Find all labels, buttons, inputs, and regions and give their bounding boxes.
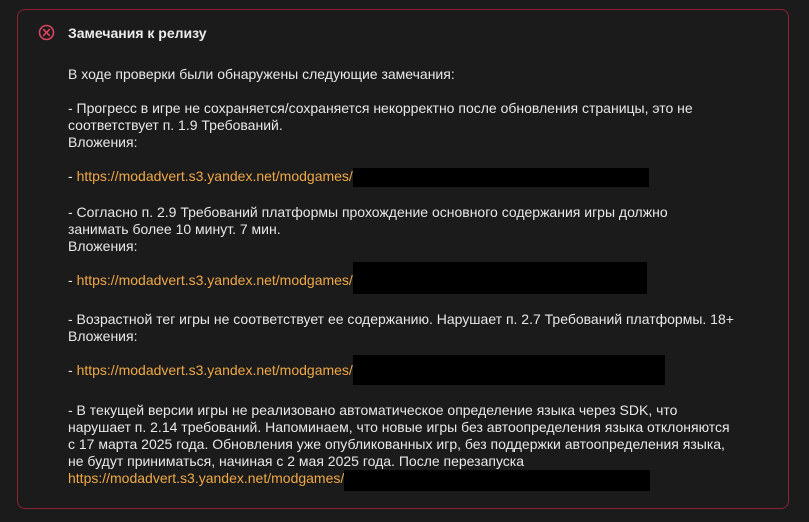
attachment-link[interactable]: https://modadvert.s3.yandex.net/modgames/: [76, 362, 353, 378]
redacted-block: [353, 168, 649, 187]
attachment-prefix: -: [68, 168, 77, 184]
attachment-row: [68, 470, 768, 491]
issue-text: - Возрастной тег игры не соответствует ее содержанию. Нарушает п. 2.7 Требований платформы. 18+: [68, 311, 734, 327]
attachment-row: [68, 272, 768, 294]
intro-text: В ходе проверки были обнаружены следующие замечания:: [68, 66, 455, 82]
attachment-prefix: -: [68, 272, 77, 288]
attachment-link[interactable]: https://modadvert.s3.yandex.net/modgames/: [76, 168, 353, 184]
attachments-label: Вложения:: [68, 134, 138, 150]
attachment-prefix: -: [68, 362, 77, 378]
issue-text: - Согласно п. 2.9 Требований платформы прохождение основного содержания игры должно занимать более 10 минут. 7 мин.: [68, 204, 668, 237]
attachments-label: Вложения:: [68, 238, 138, 254]
attachment-row: [68, 362, 768, 385]
release-remarks-panel: [17, 9, 789, 509]
attachment-link[interactable]: https://modadvert.s3.yandex.net/modgames/: [76, 272, 353, 288]
panel-header: [38, 24, 207, 41]
attachments-label: Вложения:: [68, 328, 138, 344]
attachment-link[interactable]: https://modadvert.s3.yandex.net/modgames/: [68, 470, 345, 486]
attachment-row: [68, 168, 768, 187]
issue-text: - В текущей версии игры не реализовано автоматическое определение языка через SDK, что нарушает п. 2.14 требований. Напоминаем, что новые игры без автоопределения языка отклоняются с 17 марта 2025 года. Обновления уже опубликованных игр, без поддержки автоопределения языка, не будут приниматься, начиная с 2 мая 2025 года. После перезапуска: [68, 402, 730, 469]
error-circle-x-icon: [38, 24, 55, 41]
redacted-block: [353, 355, 665, 385]
panel-title: Замечания к релизу: [68, 24, 207, 41]
redacted-block: [344, 470, 650, 491]
remarks-body: [68, 66, 768, 491]
redacted-block: [353, 262, 647, 294]
issue-text: - Прогресс в игре не сохраняется/сохраняется некорректно после обновления страницы, это не соответствует п. 1.9 Требований.: [68, 100, 693, 133]
